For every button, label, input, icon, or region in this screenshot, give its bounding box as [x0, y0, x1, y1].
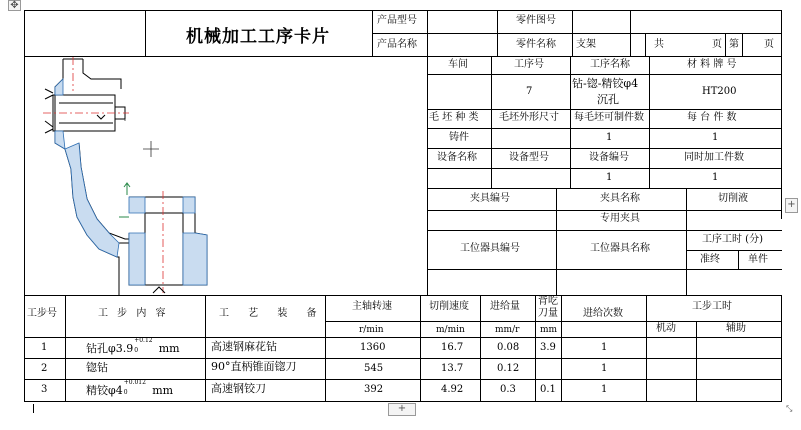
- fixture-name-label: 夹具名称: [600, 193, 640, 204]
- process-no-label: 工序号: [514, 59, 544, 70]
- col-aux-time: 辅助: [726, 323, 746, 334]
- unit-spindle: r/min: [359, 325, 384, 335]
- col-step-no: 工步号: [27, 308, 57, 319]
- step-no: 1: [41, 342, 48, 353]
- step-no: 2: [41, 363, 48, 374]
- part-drawing-no-label: 零件图号: [516, 15, 556, 26]
- unit-depth: mm: [540, 325, 558, 335]
- step-content: 精铰φ4 +0.012 0 mm: [86, 379, 174, 397]
- simultaneous-value: 1: [712, 172, 719, 183]
- part-name-value: 支架: [576, 39, 596, 50]
- card-title: 机械加工工序卡片: [186, 27, 330, 47]
- col-step-content: 工 步 内 容: [98, 308, 169, 319]
- col-cutting-speed: 切削速度: [429, 301, 469, 312]
- blank-type-label: 毛 坯 种 类: [429, 112, 479, 123]
- step-speed: 13.7: [441, 363, 464, 374]
- col-feed: 进给量: [490, 301, 520, 312]
- pieces-per-blank-label: 每毛坯可制件数: [574, 112, 644, 123]
- material-label: 材 料 牌 号: [687, 59, 737, 70]
- step-spindle: 545: [364, 363, 384, 374]
- simultaneous-label: 同时加工件数: [684, 152, 744, 163]
- coolant-label: 切削液: [718, 193, 748, 204]
- sheet-no-label: 第: [729, 39, 739, 50]
- add-row-button[interactable]: +: [388, 403, 416, 416]
- col-depth-2: 刀量: [538, 308, 558, 319]
- table-resize-handle[interactable]: ⤡: [786, 404, 793, 413]
- step-depth: 0.1: [540, 384, 556, 395]
- equipment-no-label: 设备编号: [589, 152, 629, 163]
- unit-speed: m/min: [436, 325, 465, 335]
- table-move-handle[interactable]: ✥: [8, 0, 21, 11]
- unit-feed: mm/r: [495, 325, 520, 335]
- add-column-button[interactable]: +: [785, 198, 798, 213]
- blank-size-label: 毛坯外形尺寸: [499, 112, 559, 123]
- col-machine-time: 机动: [656, 323, 676, 334]
- pieces-per-unit-value: 1: [712, 132, 719, 143]
- step-spindle: 392: [364, 384, 384, 395]
- col-spindle: 主轴转速: [352, 301, 392, 312]
- step-no: 3: [41, 384, 48, 395]
- col-passes: 进给次数: [583, 308, 623, 319]
- step-spindle: 1360: [360, 342, 386, 353]
- step-equipment: 高速钢麻花钻: [211, 340, 277, 353]
- step-equipment: 高速钢铰刀: [211, 382, 266, 395]
- station-tool-name-label: 工位器具名称: [590, 243, 650, 254]
- step-speed: 16.7: [441, 342, 464, 353]
- process-name-label: 工序名称: [590, 59, 630, 70]
- col-depth-1: 背吃: [538, 296, 558, 307]
- prep-time-label: 准终: [700, 254, 720, 265]
- part-section-drawing: [25, 57, 427, 295]
- step-content: 钻孔φ3.9 +0.12 0 mm: [86, 337, 180, 355]
- process-name-value-2: 沉孔: [597, 93, 619, 106]
- step-feed: 0.12: [497, 363, 520, 374]
- equipment-no-value: 1: [606, 172, 613, 183]
- process-time-label: 工序工时 (分): [702, 234, 763, 245]
- step-passes: 1: [601, 384, 608, 395]
- part-name-label: 零件名称: [516, 39, 556, 50]
- material-value: HT200: [702, 86, 737, 97]
- page-unit-label-2: 页: [764, 39, 774, 50]
- unit-time-label: 单件: [748, 254, 768, 265]
- station-tool-no-label: 工位器具编号: [460, 243, 520, 254]
- step-passes: 1: [601, 363, 608, 374]
- process-name-value-1: 钻-锪-精铰φ4: [572, 77, 639, 90]
- step-feed: 0.3: [500, 384, 516, 395]
- col-step-time: 工步工时: [692, 301, 732, 312]
- step-feed: 0.08: [497, 342, 520, 353]
- process-no-value: 7: [526, 86, 533, 97]
- equipment-model-label: 设备型号: [509, 152, 549, 163]
- page-unit-label: 页: [712, 39, 722, 50]
- step-speed: 4.92: [441, 384, 464, 395]
- total-pages-label: 共: [654, 39, 664, 50]
- pieces-per-blank-value: 1: [606, 132, 613, 143]
- step-passes: 1: [601, 342, 608, 353]
- equipment-name-label: 设备名称: [437, 152, 477, 163]
- product-name-label: 产品名称: [377, 39, 417, 50]
- step-depth: 3.9: [540, 342, 556, 353]
- pieces-per-unit-label: 每 台 件 数: [687, 112, 737, 123]
- product-model-label: 产品型号: [377, 15, 417, 26]
- fixture-name-value: 专用夹具: [600, 213, 640, 224]
- text-cursor: [33, 404, 34, 413]
- fixture-no-label: 夹具编号: [470, 193, 510, 204]
- step-content: 锪钻: [86, 361, 108, 374]
- step-equipment: 90°直柄锥面锪刀: [211, 360, 297, 373]
- workshop-label: 车间: [448, 59, 468, 70]
- blank-type-value: 铸件: [449, 132, 469, 143]
- col-equipment: 工 艺 装 备: [219, 308, 325, 319]
